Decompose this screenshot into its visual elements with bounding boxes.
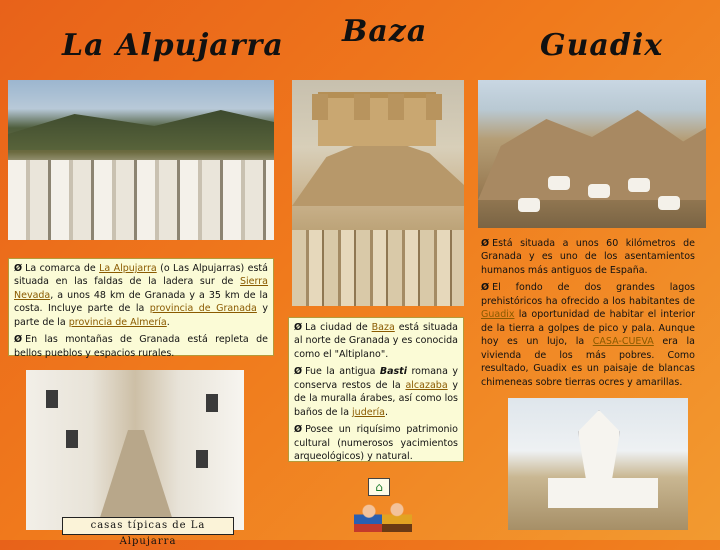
baza-textbox xyxy=(288,317,464,462)
baza-paragraph-3 xyxy=(294,423,458,463)
photo-hill xyxy=(292,136,464,206)
bullet-arrow-icon: Ø xyxy=(294,366,303,378)
alpujarra-paragraph-1 xyxy=(14,262,268,329)
alpujarra-paragraph-2 xyxy=(14,333,268,360)
guadix-paragraph-1 xyxy=(481,237,695,277)
text: . xyxy=(384,406,388,418)
link-guadix[interactable]: Guadix xyxy=(481,309,515,321)
photo-castle xyxy=(318,92,436,146)
text: La ciudad de xyxy=(305,322,372,333)
text: La comarca de xyxy=(25,263,100,274)
title-baza: Baza xyxy=(342,14,428,49)
title-alpujarra: La Alpujarra xyxy=(62,28,284,63)
photo-town xyxy=(292,230,464,306)
link-alcazaba[interactable]: alcazaba xyxy=(405,379,448,391)
castle-tower xyxy=(388,94,404,120)
text: Fue la antigua xyxy=(305,366,380,378)
photo-caption: casas típicas de La Alpujarra xyxy=(62,517,234,535)
cave-house xyxy=(628,178,650,192)
character-icon-right[interactable] xyxy=(382,500,412,532)
cave-house xyxy=(548,176,570,190)
photo-guadix-caves xyxy=(478,80,706,228)
castle-tower xyxy=(354,94,370,120)
photo-baza-castle xyxy=(292,80,464,306)
character-icon-left[interactable] xyxy=(354,500,384,532)
link-provincia-granada[interactable]: provincia de Granada xyxy=(149,303,257,315)
cave-house xyxy=(518,198,540,212)
photo-street xyxy=(96,430,176,530)
photo-wall xyxy=(548,478,658,508)
link-provincia-almeria[interactable]: provincia de Almería xyxy=(68,316,167,328)
text: Posee un riquísimo patrimonio cultural (numerosos yacimientos arqueológicos) y natural. xyxy=(294,424,458,463)
photo-alpujarra-street xyxy=(26,370,244,530)
link-baza[interactable]: Baza xyxy=(371,322,395,333)
castle-tower xyxy=(426,94,442,120)
bullet-arrow-icon: Ø xyxy=(294,322,303,333)
window xyxy=(206,394,218,412)
text: El fondo de dos grandes lagos prehistóricos ha ofrecido a los habitantes de xyxy=(481,282,695,307)
text: romana y conserva restos de la xyxy=(294,366,458,391)
bullet-arrow-icon: Ø xyxy=(481,238,490,249)
alpujarra-textbox xyxy=(8,258,274,359)
text: era la vivienda de los más pobres. Como resultado, Guadix es un paisaje de blancas chimeneas sobre tierras ocres y amarillas. xyxy=(481,336,695,388)
cave-house xyxy=(658,196,680,210)
text: Está situada a unos 60 kilómetros de Granada y es uno de los asentamientos humanos más antiguos de España. xyxy=(481,238,695,276)
bullet-arrow-icon: Ø xyxy=(294,424,303,436)
photo-mountains xyxy=(8,110,274,150)
text: y de la muralla árabes, así como los baños de la xyxy=(294,379,458,418)
cave-house xyxy=(588,184,610,198)
photo-alpujarra-village xyxy=(8,80,274,240)
guadix-paragraph-2 xyxy=(481,281,695,389)
text: la oportunidad de habitar el interior de la tierra a golpes de pico y pala. Aunque hoy es un lujo, la xyxy=(481,309,695,348)
baza-paragraph-2 xyxy=(294,365,458,419)
window xyxy=(66,430,78,448)
link-la-alpujarra[interactable]: La Alpujarra xyxy=(99,263,157,274)
link-sierra-nevada[interactable]: Sierra Nevada xyxy=(14,276,268,301)
text: , a unos 48 km de Granada y a 35 km de la costa. Incluye parte de la xyxy=(14,289,268,315)
link-juderia[interactable]: judería xyxy=(352,406,385,418)
bullet-arrow-icon: Ø xyxy=(14,263,23,274)
photo-guadix-chimney xyxy=(508,398,688,530)
bullet-arrow-icon: Ø xyxy=(14,334,23,346)
text-italic: Basti xyxy=(379,366,407,378)
photo-white-houses xyxy=(8,160,274,240)
text: En las montañas de Granada está repleta de bellos pueblos y espacios rurales. xyxy=(14,334,268,359)
text: (o Las Alpujarras) está situada en las faldas de la ladera sur de xyxy=(14,263,268,288)
text: . xyxy=(166,316,170,328)
text: está situada al norte de Granada y es conocida como el "Altiplano". xyxy=(294,322,458,360)
text: y parte de la xyxy=(14,303,268,328)
photo-chimney xyxy=(578,410,620,482)
link-casa-cueva[interactable]: CASA-CUEVA xyxy=(592,336,654,348)
window xyxy=(196,450,208,468)
home-nav-button[interactable]: ⌂ xyxy=(368,478,390,496)
window xyxy=(46,390,58,408)
baza-paragraph-1 xyxy=(294,321,458,361)
castle-tower xyxy=(312,94,328,120)
title-guadix: Guadix xyxy=(540,28,664,63)
guadix-textbox xyxy=(476,234,700,392)
bullet-arrow-icon: Ø xyxy=(481,282,490,294)
